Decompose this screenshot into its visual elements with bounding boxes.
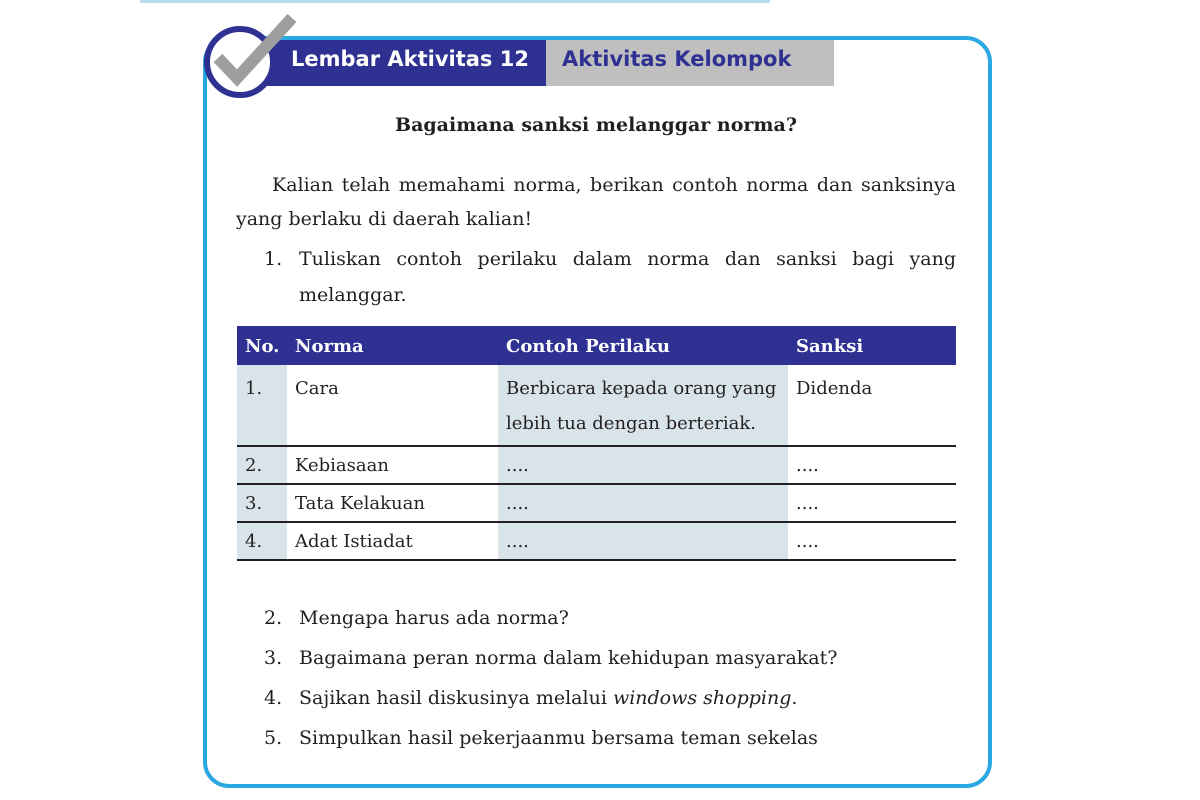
list-item: [264, 680, 964, 720]
header-norma: Norma: [287, 327, 498, 365]
table-header-row: [237, 327, 956, 365]
cell-norma: Adat Istiadat: [287, 522, 498, 560]
table-row: [237, 484, 956, 522]
list-item-text: [299, 680, 797, 716]
activity-title: Lembar Aktivitas 12: [291, 47, 529, 71]
table-row: [237, 365, 956, 446]
list-item-text: Simpulkan hasil pekerjaanmu bersama teman sekelas: [299, 727, 818, 749]
list-item-text-italic: windows shopping: [612, 687, 792, 709]
cell-contoh: Berbicara kepada orang yang lebih tua dengan berteriak.: [498, 365, 788, 446]
list-item-text-start: Sajikan hasil diskusinya melalui: [299, 687, 613, 709]
cell-no: 3.: [237, 484, 287, 522]
table-row: [237, 446, 956, 484]
list-item-text-end: .: [791, 687, 798, 709]
list-item: [264, 600, 964, 640]
cell-no: 1.: [237, 365, 287, 446]
list-item-number: 4.: [264, 687, 283, 709]
cell-contoh: ....: [498, 522, 788, 560]
question-list: [264, 600, 964, 760]
list-item-text: Tuliskan contoh perilaku dalam norma dan sanksi bagi yang melanggar.: [299, 248, 956, 306]
header-sanksi: Sanksi: [788, 327, 956, 365]
list-item-number: 1.: [264, 248, 283, 270]
list-item-number: 5.: [264, 727, 283, 749]
header-contoh-perilaku: Contoh Perilaku: [498, 327, 788, 365]
list-item-1: [264, 241, 956, 313]
cell-sanksi: ....: [788, 522, 956, 560]
list-item-number: 3.: [264, 647, 283, 669]
cell-contoh: ....: [498, 484, 788, 522]
list-item-text: Bagaimana peran norma dalam kehidupan masyarakat?: [299, 647, 838, 669]
cell-no: 4.: [237, 522, 287, 560]
activity-type: Aktivitas Kelompok: [562, 47, 792, 71]
cell-no: 2.: [237, 446, 287, 484]
check-circle-icon: [200, 8, 300, 100]
table-row: [237, 522, 956, 560]
header-no: No.: [237, 327, 287, 365]
list-item-text: Mengapa harus ada norma?: [299, 607, 569, 629]
cell-norma: Tata Kelakuan: [287, 484, 498, 522]
list-item: [264, 720, 964, 760]
cell-sanksi: ....: [788, 446, 956, 484]
cell-norma: Cara: [287, 365, 498, 446]
list-item-number: 2.: [264, 607, 283, 629]
cell-norma: Kebiasaan: [287, 446, 498, 484]
intro-paragraph: Kalian telah memahami norma, berikan contoh norma dan sanksinya yang berlaku di daerah kalian!: [236, 174, 956, 230]
cell-sanksi: ....: [788, 484, 956, 522]
question-title: Bagaimana sanksi melanggar norma?: [395, 114, 797, 136]
list-item: [264, 640, 964, 680]
norma-table: [237, 326, 956, 561]
cell-contoh: ....: [498, 446, 788, 484]
top-divider-line: [140, 0, 770, 3]
cell-sanksi: Didenda: [788, 365, 956, 446]
